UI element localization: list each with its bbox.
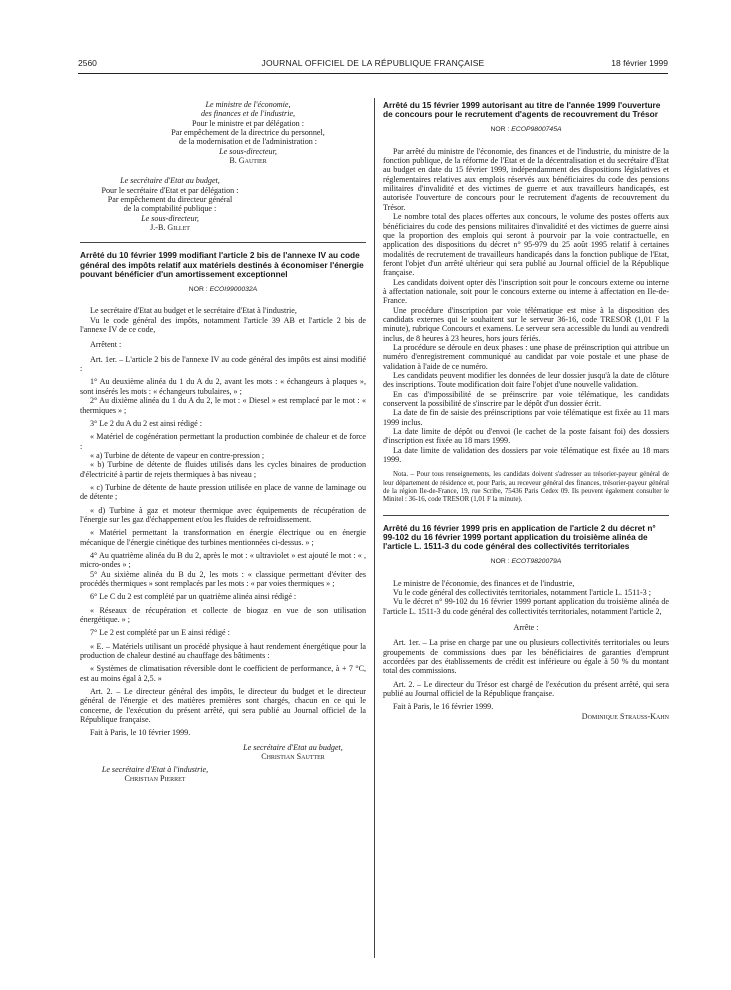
paragraph: En cas d'impossibilité de se préinscrire par voie télématique, les candidats conservent la possibilité de s'inscrire par le dépôt d'un dossier écrit. [383, 389, 669, 409]
paragraph: Le ministre de l'économie, des finances et de l'industrie, [393, 578, 575, 588]
sig-line: Par empêchement du directeur général [107, 195, 233, 205]
paragraph: Vu le décret n° 99-102 du 16 février 1999 portant application du troisième alinéa de l'article L. 1511-3 du code général des collectivités territoriales, notamment l'article 2, [383, 597, 669, 616]
paragraph: Vu le code général des collectivités territoriales, notamment l'article L. 1511-3 ; [393, 587, 652, 597]
paragraph: La procédure se déroule en deux phases : une phase de préinscription qui attribue un numéro d'enregistrement communiqué au candidat par voie postale et une phase de validation à l'aide de ce numéro. [383, 342, 669, 371]
paragraph: 4° Au quatrième alinéa du B du 2, après le mot : « ultraviolet » est ajouté le mot : « , micro-ondes » ; [80, 550, 366, 570]
signature-block-1 [130, 100, 366, 165]
section-divider [383, 515, 669, 516]
paragraph: La date limite de dépôt ou d'envoi (le cachet de la poste faisant foi) des dossiers d'inscription est fixée au 18 mars 1999. [383, 427, 669, 446]
article: Art. 2. – Le directeur du Trésor est chargé de l'exécution du présent arrêté, qui sera publié au Journal officiel de la République française. [383, 679, 669, 699]
sig-name: J.-B. Gillet [150, 223, 190, 233]
article: Art. 1er. – La prise en charge par une ou plusieurs collectivités territoriales ou leurs groupements de commissions dues par les bénéficiaires de garanties d'emprunt accordées par des établissements de crédit est inférieure ou égale à 50 % du montant total des commissions. [383, 638, 669, 676]
sig-line: Le sous-directeur, [141, 213, 199, 223]
sig-name: Dominique Strauss-Kahn [581, 711, 669, 721]
column-divider [374, 98, 375, 958]
article: Art. 1er. – L'article 2 bis de l'annexe IV au code général des impôts est ainsi modifié : [80, 354, 366, 374]
nor-reference: NOR : ECOI9900032A [188, 286, 258, 294]
sig-line: Le sous-directeur, [219, 146, 277, 156]
paragraph: 3° Le 2 du A du 2 est ainsi rédigé : [90, 418, 203, 428]
nor-reference: NOR : ECOT9820079A [490, 558, 562, 566]
paragraph: Par arrêté du ministre de l'économie, des finances et de l'industrie, du ministre de la fonction publique, de la réforme de l'Etat et de la décentralisation et du secrétaire d'Etat au budget en date du 15 février 1999, indépendamment des dispositions législatives et réglementaires relatives aux emplois réservés aux bénéficiaires du code des pensions militaires d'invalidité et des victimes de guerre et aux travailleurs handicapés, est autorisée l'ouverture de concours pour le recrutement d'agents de recouvrement du Trésor. [383, 146, 669, 212]
arrete-title: Arrêté du 15 février 1999 autorisant au titre de l'année 1999 l'ouverture de concours pour le recrutement d'agents de recouvrement du Trésor [383, 100, 661, 120]
sig-line: Le ministre de l'économie, [205, 100, 291, 109]
issue-date: 18 février 1999 [611, 58, 668, 68]
paragraph: 6° Le C du 2 est complété par un quatrième alinéa ainsi rédigé : [90, 592, 297, 602]
arrete-title: Arrêté du 10 février 1999 modifiant l'article 2 bis de l'annexe IV au code général des impôts relatif aux matériels destinés à économiser l'énergie pouvant bénéficier d'un amortissement exceptionnel [80, 250, 364, 279]
paragraph: « E. – Matériels utilisant un procédé physique à haut rendement énergétique pour la production de chaleur destiné au chauffage des bâtiments : [80, 641, 366, 661]
sig-line: Pour le secrétaire d'Etat et par délégation : [101, 185, 239, 195]
sig-line: Pour le ministre et par délégation : [192, 118, 304, 128]
arrete: Arrête : [513, 622, 539, 632]
sig-line: de la modernisation et de l'administration : [178, 137, 318, 147]
paragraph: La date de fin de saisie des préinscriptions par voie télématique est fixée au 11 mars 1999 inclus. [383, 408, 669, 427]
paragraph: 2° Au dixième alinéa du 1 du A du 2, le mot : « Diesel » est remplacé par le mot : « thermiques » ; [80, 396, 366, 415]
sig-line: des finances et de l'industrie, [200, 109, 296, 119]
nota: Nota. – Pour tous renseignements, les candidats doivent s'adresser au trésorier-payeur général de leur département de résidence et, pour Paris, au receveur général des finances, trésorier-payeur général de la région Ile-de-France, 19, rue Scribe, 75436 Paris Cedex 09. Ils peuvent également consulter le Minitel : 36-16, code TRESOR (1,01 F la minute). [383, 471, 669, 504]
page-header [78, 58, 668, 72]
paragraph: « c) Turbine de détente de haute pression utilisée en place de vanne de laminage ou de détente ; [80, 482, 366, 502]
article: Art. 2. – Le directeur général des impôts, le directeur du budget et le directeur général de l'énergie et des matières premières sont chargés, chacun en ce qui le concerne, de l'exécution du présent arrêté, qui sera publié au Journal officiel de la République française. [80, 687, 366, 725]
signature-block-2 [80, 176, 260, 232]
paragraph: « b) Turbine de détente de fluides utilisés dans les cycles binaires de production d'électricité à partir de rejets thermiques à bas niveau ; [80, 460, 366, 479]
paragraph: « Réseaux de récupération et collecte de biogaz en vue de son utilisation énergétique. » ; [80, 605, 366, 625]
paragraph: Vu le code général des impôts, notamment l'article 39 AB et l'article 2 bis de l'annexe IV de ce code, [80, 315, 366, 335]
left-column [80, 100, 366, 783]
paragraph: Le nombre total des places offertes aux concours, le volume des postes offerts aux bénéficiaires du code des pensions militaires d'invalidité et des victimes de guerre ainsi que la proportion des emplois qui seront à pourvoir par la voie contractuelle, en application des dispositions du décret n° 95-979 du 25 août 1995 relatif à certaines modalités de recrutement de travailleurs handicapés dans la fonction publique de l'Etat, feront l'objet d'un arrêté ultérieur qui sera publié au Journal officiel de la République française. [383, 212, 669, 278]
nor-reference: NOR : ECOP9800745A [490, 126, 562, 134]
paragraph: La date limite de validation des dossiers par voie télématique est fixée au 18 mars 1999. [383, 445, 669, 465]
paragraph: Les candidats peuvent modifier les données de leur dossier jusqu'à la date de clôture des inscriptions. Toute modification doit faire l'objet d'une nouvelle validation. [383, 371, 669, 390]
paragraph: « Matériel permettant la transformation en énergie électrique ou en énergie mécanique de l'énergie cinétique des turbines mentionnées ci-dessus. » ; [80, 528, 366, 547]
fait-a-paris: Fait à Paris, le 16 février 1999. [393, 702, 494, 712]
sig-line: de la comptabilité publique : [123, 204, 217, 214]
arrete-title: Arrêté du 16 février 1999 pris en application de l'article 2 du décret n° 99-102 du 16 février 1999 portant application du troisième alinéa de l'article L. 1511-3 du code général des collectivités territoriales [383, 522, 656, 552]
sig-name: B. Gautier [229, 156, 267, 166]
arretent: Arrêtent : [90, 340, 122, 350]
paragraph: Le secrétaire d'Etat au budget et le secrétaire d'Etat à l'industrie, [90, 306, 297, 316]
header-rule [78, 73, 668, 74]
sig-name: Christian Sautter [261, 752, 325, 762]
page-number: 2560 [78, 58, 97, 68]
paragraph: Une procédure d'inscription par voie télématique est mise à la disposition des candidats externes qui le souhaitent sur le serveur 36-16, code TRESOR (1,01 F la minute), rubrique Concours et examens. Le serveur sera accessible du lundi au vendredi inclus, de 8 heures à 23 heures, hors jours fériés. [383, 305, 669, 343]
sig-line: Le secrétaire d'Etat au budget, [120, 176, 220, 186]
paragraph: « Systèmes de climatisation réversible dont le coefficient de performance, à + 7 °C, est au moins égal à 2,5. » [80, 664, 366, 683]
paragraph: 5° Au sixième alinéa du B du 2, les mots : « classique permettant d'éviter des procédés thermiques » sont remplacés par les mots : « par voies thermiques » ; [80, 569, 366, 589]
paragraph: « Matériel de cogénération permettant la production combinée de chaleur et de force : [80, 432, 366, 451]
right-column [383, 101, 669, 721]
journal-title: JOURNAL OFFICIEL DE LA RÉPUBLIQUE FRANÇAISE [261, 58, 485, 68]
paragraph: Les candidats doivent opter dès l'inscription soit pour le concours externe ou interne à affectation nationale, soit pour le concours externe ou interne à affectation en Ile-de-France. [383, 277, 669, 306]
section-divider [80, 242, 366, 243]
sig-name: Christian Pierret [124, 773, 186, 783]
sig-line: Le secrétaire d'Etat à l'industrie, [101, 764, 209, 774]
paragraph: « a) Turbine de détente de vapeur en contre-pression ; [90, 450, 265, 460]
paragraph: 1° Au deuxième alinéa du 1 du A du 2, avant les mots : « échangeurs à plaques », sont insérés les mots : « échangeurs tubulaires, » ; [80, 377, 366, 396]
paragraph: 7° Le 2 est complété par un E ainsi rédigé : [90, 628, 230, 638]
fait-a-paris: Fait à Paris, le 10 février 1999. [90, 728, 191, 738]
paragraph: « d) Turbine à gaz et moteur thermique avec équipements de récupération de l'énergie sur les gaz d'échappement et/ou les fluides de refroidissement. [80, 505, 366, 524]
sig-line: Le secrétaire d'Etat au budget, [243, 742, 343, 752]
sig-line: Par empêchement de la directrice du personnel, [171, 128, 325, 138]
signature-block-4 [80, 765, 230, 784]
signature-block-3 [220, 743, 366, 762]
